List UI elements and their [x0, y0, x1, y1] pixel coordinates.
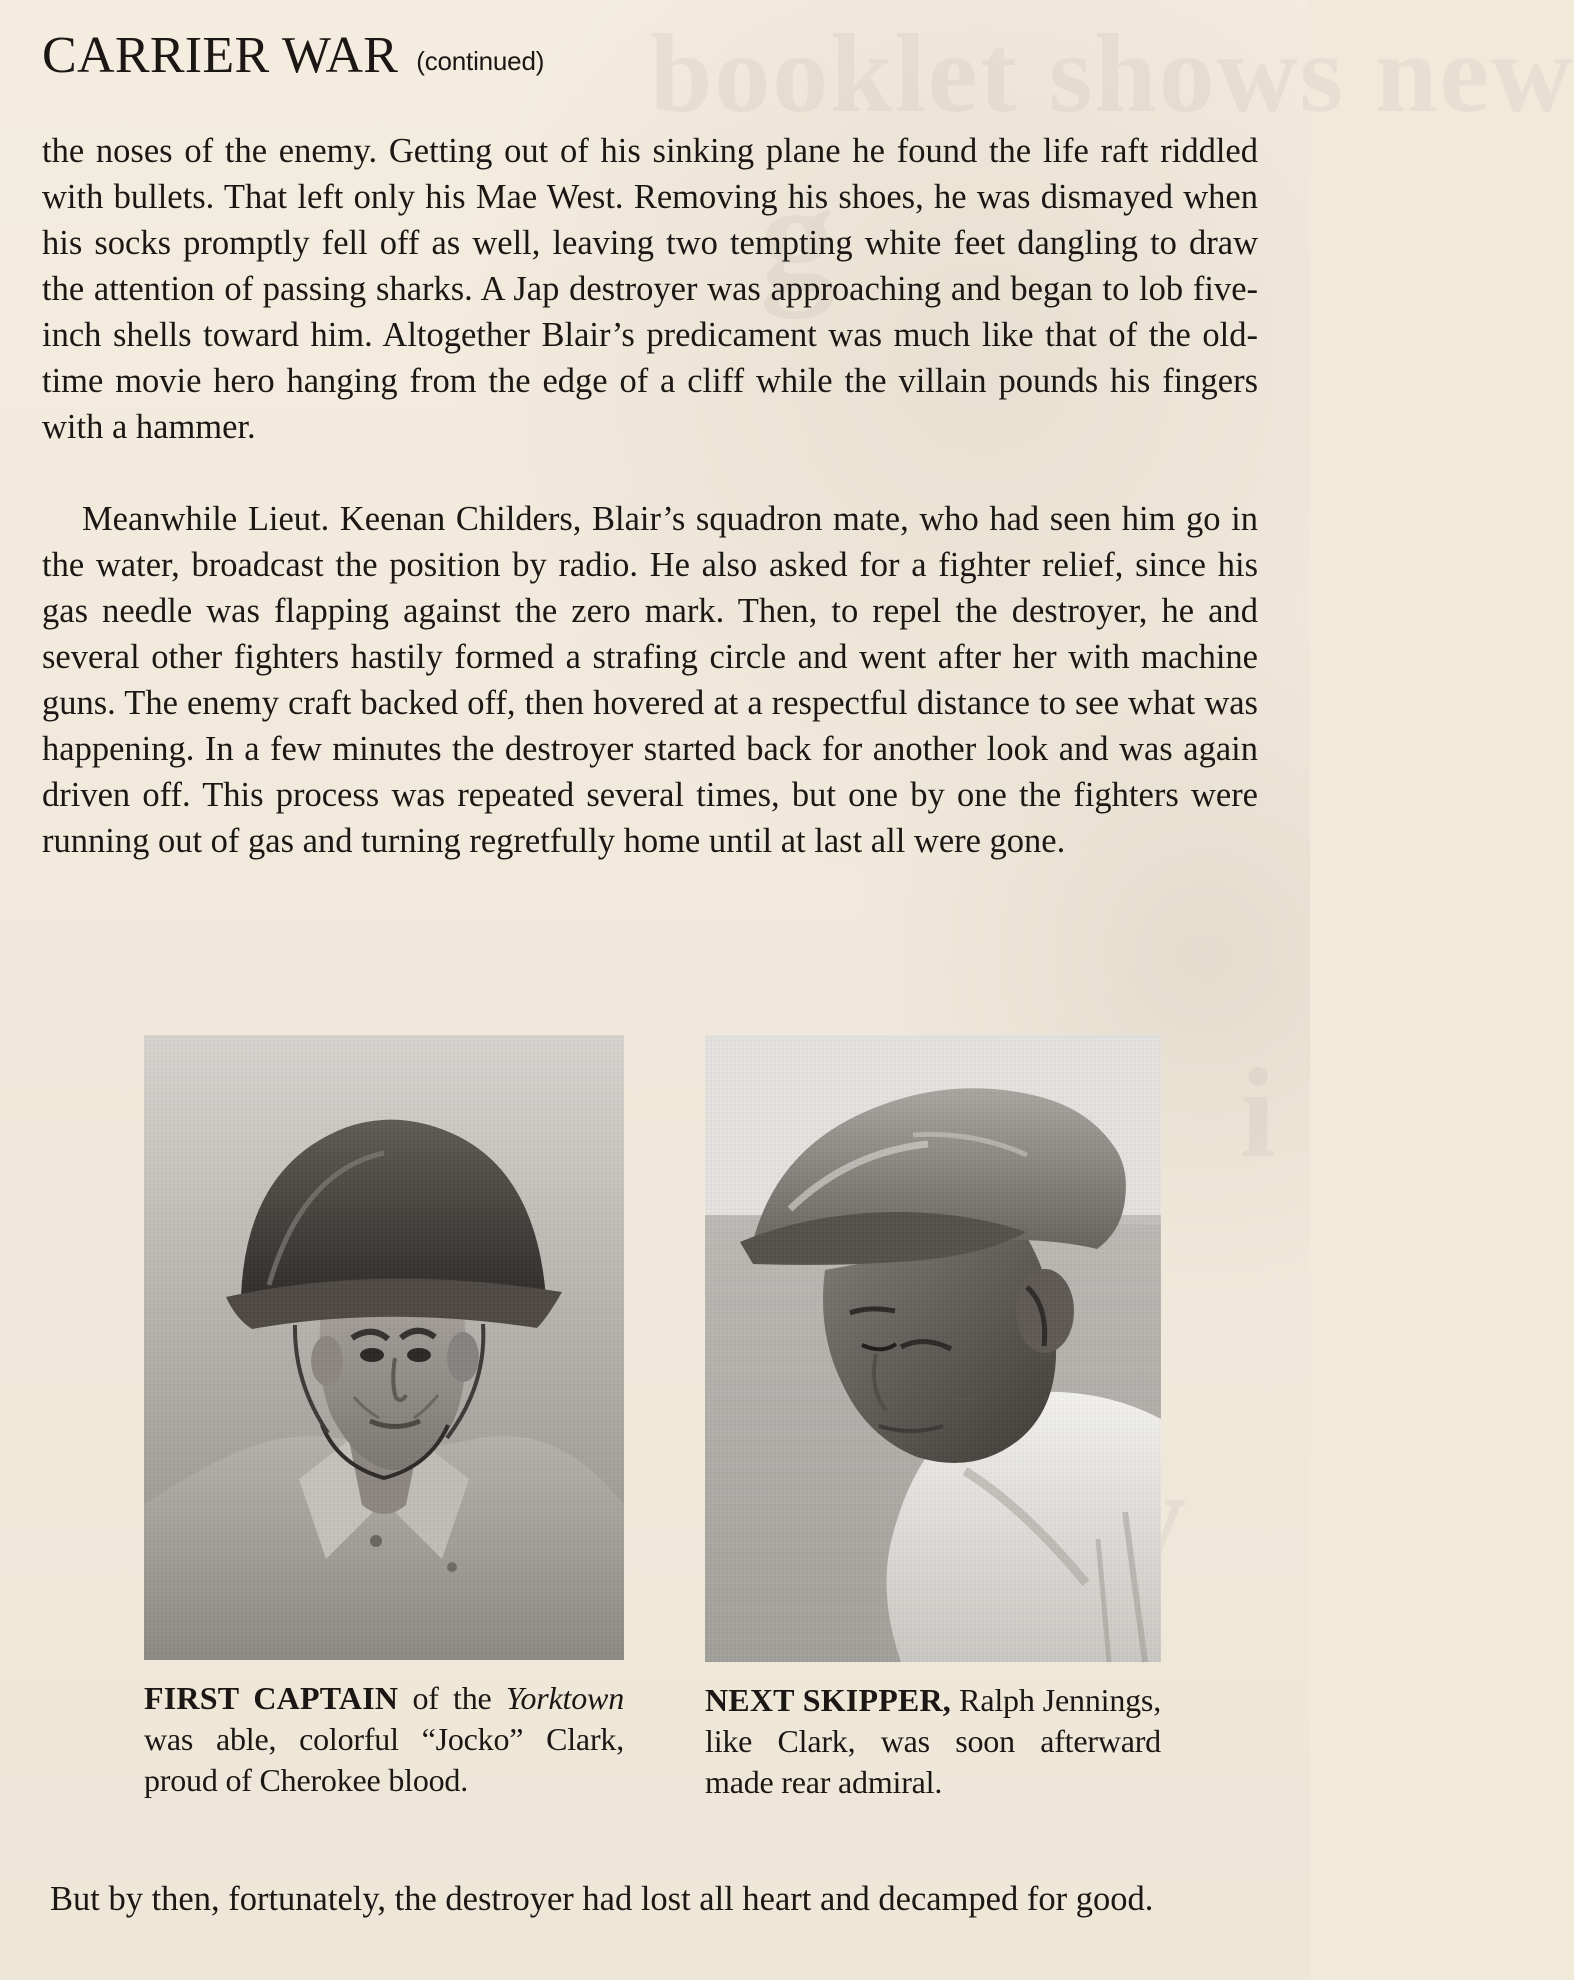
article-paragraph-2: Meanwhile Lieut. Keenan Childers, Blair’s squadron mate, who had seen him go in the water, broadcast the position by radio. He also asked for a fighter relief, since his gas needle was flapping against the zero mark. Then, to repel the destroyer, he and several other fighters hastily formed a strafing circle and went after her with machine guns. The enemy craft backed off, then hovered at a respectful distance to see what was happening. In a few minutes the destroyer started back for another look and was again driven off. This process was repeated several times, but one by one the fighters were running out of gas and turning regretfully home until at last all were gone.: [42, 500, 1258, 860]
caption-left-text-2: was able, colorful “Jocko” Clark, proud of Cherokee blood.: [144, 1721, 624, 1798]
caption-left-text-1: of the: [398, 1680, 506, 1716]
background-bleed-text-3: i: [1240, 1042, 1276, 1184]
portrait-photo-left: [144, 1035, 624, 1660]
portrait-illustration-left: [144, 1035, 624, 1660]
background-bleed-text-1: booklet shows new: [650, 12, 1574, 136]
caption-left: [144, 1678, 624, 1801]
caption-left-italic: Yorktown: [505, 1680, 624, 1716]
portrait-illustration-right: [705, 1035, 1161, 1662]
portrait-card-right: [705, 1035, 1161, 1803]
background-bleed-text-2: g: [760, 153, 835, 319]
article-paragraph-1: the noses of the enemy. Getting out of his sinking plane he found the life raft riddled with bullets. That left only his Mae West. Removing his shoes, he was dismayed when his socks promptly fell off as well, leaving two tempting white feet dangling to draw the attention of passing sharks. A Jap destroyer was approaching and began to lob five-inch shells toward him. Altogether Blair’s predicament was much like that of the old-time movie hero hanging from the edge of a cliff while the villain pounds his fingers with a hammer.: [42, 132, 1258, 446]
continued-label: (continued): [416, 46, 545, 76]
article-tail-paragraph: But by then, fortunately, the destroyer had lost all heart and decamped for good.: [50, 1880, 1154, 1918]
portrait-photo-right: [705, 1035, 1161, 1662]
portrait-card-left: [144, 1035, 624, 1801]
page-header: [42, 26, 544, 85]
caption-right-text: Ralph Jennings, like Clark, was soon afterward made rear admiral.: [705, 1682, 1161, 1800]
page-title: CARRIER WAR: [42, 27, 399, 84]
caption-left-lead: FIRST CAPTAIN: [144, 1680, 399, 1716]
caption-right-lead: NEXT SKIPPER,: [705, 1682, 951, 1718]
caption-right: [705, 1680, 1161, 1803]
